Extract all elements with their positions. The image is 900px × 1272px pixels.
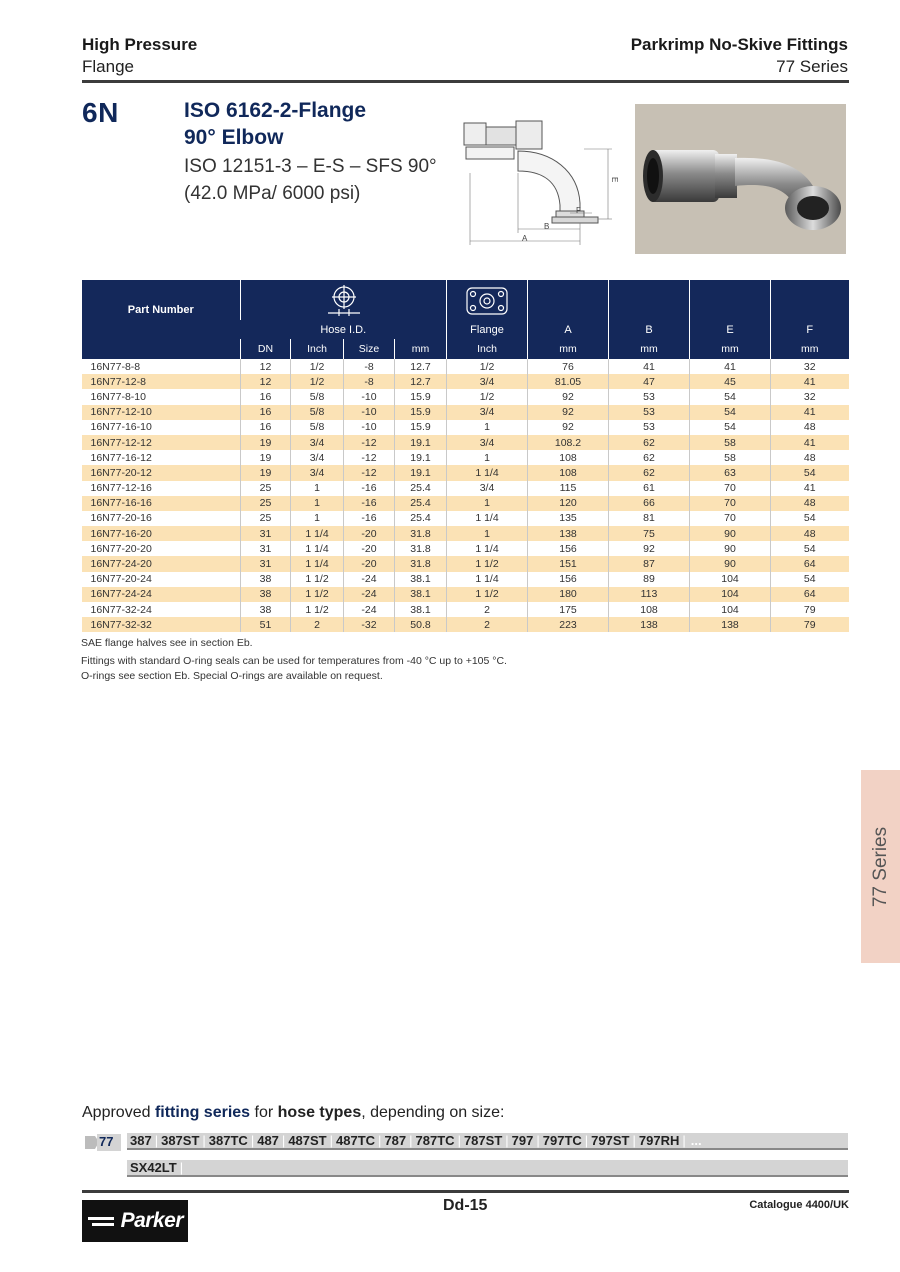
table-cell: 5/8 — [291, 389, 344, 404]
hose-type-separator: | — [536, 1133, 540, 1148]
table-cell: -20 — [344, 541, 395, 556]
table-cell: 50.8 — [395, 617, 447, 632]
table-cell: 31 — [241, 526, 291, 541]
table-cell: 3/4 — [291, 450, 344, 465]
hose-id-icon-cell — [241, 280, 447, 320]
table-cell: 3/4 — [447, 435, 528, 450]
header-product-line: Parkrimp No-Skive Fittings — [630, 35, 848, 54]
table-cell: 63 — [690, 465, 771, 480]
table-cell: 12.7 — [395, 374, 447, 389]
table-cell: -10 — [344, 420, 395, 435]
table-cell: 1 1/4 — [447, 511, 528, 526]
table-cell: 19 — [241, 435, 291, 450]
flange-icon — [464, 284, 510, 318]
hose-type-item: 487TC — [336, 1133, 376, 1148]
part-number-cell: 16N77-20-20 — [90, 542, 152, 555]
table-row — [82, 481, 849, 496]
table-cell: 41 — [690, 359, 771, 374]
table-cell: 15.9 — [395, 405, 447, 420]
hose-types-more: ... — [690, 1133, 702, 1148]
hose-type-separator: | — [329, 1133, 334, 1148]
series-side-tab[interactable] — [861, 770, 900, 963]
part-number-cell: 16N77-20-24 — [90, 573, 152, 586]
part-number-cell: 16N77-12-10 — [82, 405, 241, 420]
table-cell: -8 — [344, 359, 395, 374]
table-cell: 1 — [291, 481, 344, 496]
table-row — [82, 511, 849, 526]
table-cell: 70 — [690, 511, 771, 526]
col-header-f-top — [771, 280, 849, 320]
table-cell: 1 1/2 — [291, 587, 344, 602]
table-cell: 1 — [447, 526, 528, 541]
part-number-cell: 16N77-16-12 — [90, 451, 152, 464]
table-cell: 1 1/2 — [291, 602, 344, 617]
part-number-cell: 16N77-16-10 — [90, 421, 152, 434]
hose-type-item: 387TC — [208, 1133, 248, 1148]
hose-type-separator: | — [154, 1133, 159, 1148]
table-cell: -16 — [344, 481, 395, 496]
table-row — [82, 450, 849, 465]
table-cell: 75 — [609, 526, 690, 541]
hose-type-separator: | — [584, 1133, 589, 1148]
table-cell: 32 — [771, 359, 849, 374]
table-cell: 1 — [447, 450, 528, 465]
col-header-e: E — [690, 320, 771, 339]
table-cell: 70 — [690, 481, 771, 496]
unit-inch: Inch — [291, 339, 344, 359]
table-cell: 1/2 — [291, 359, 344, 374]
table-cell: 12.7 — [395, 359, 447, 374]
hose-type-item: 487ST — [288, 1133, 327, 1148]
approved-prefix: Approved — [82, 1104, 155, 1121]
table-cell: 156 — [528, 572, 609, 587]
approved-fitting-series: fitting series — [154, 1104, 251, 1121]
col-header-part-number: Part Number — [82, 280, 241, 339]
col-header-f: F — [771, 320, 849, 339]
table-cell: -20 — [344, 526, 395, 541]
footer-divider — [82, 1190, 849, 1193]
approved-suffix: , depending on size: — [361, 1104, 505, 1121]
table-cell: 38.1 — [395, 602, 447, 617]
table-cell: -24 — [344, 572, 395, 587]
table-cell: 51 — [241, 617, 291, 632]
table-cell: 104 — [690, 587, 771, 602]
hose-type-item: 387 — [130, 1133, 152, 1148]
part-number-cell: 16N77-20-16 — [90, 512, 152, 525]
table-cell: 25 — [241, 511, 291, 526]
col-header-flange: Flange — [447, 320, 528, 339]
col-header-e-top — [690, 280, 771, 320]
table-cell: 62 — [609, 435, 690, 450]
drawing-label-f: F — [576, 206, 581, 215]
table-cell: 48 — [771, 450, 849, 465]
part-number-cell: 16N77-24-24 — [82, 587, 241, 602]
header-left — [82, 35, 197, 79]
table-cell: 47 — [609, 374, 690, 389]
table-cell: 48 — [771, 496, 849, 511]
table-row — [82, 602, 849, 617]
table-cell: 138 — [528, 526, 609, 541]
product-title — [184, 97, 366, 151]
page-number: Dd-15 — [443, 1197, 488, 1214]
table-cell: 120 — [528, 496, 609, 511]
table-cell: 31.8 — [395, 541, 447, 556]
table-cell: 32 — [771, 389, 849, 404]
table-cell: 31 — [241, 556, 291, 571]
drawing-label-e: E — [610, 177, 619, 183]
table-cell: 3/4 — [291, 465, 344, 480]
table-cell: 70 — [690, 496, 771, 511]
table-cell: 92 — [528, 389, 609, 404]
part-number-cell: 16N77-12-16 — [90, 482, 152, 495]
hose-type-separator: | — [281, 1133, 286, 1148]
hose-type-item: 387ST — [161, 1133, 200, 1148]
table-cell: 92 — [609, 541, 690, 556]
col-header-b-top — [609, 280, 690, 320]
hose-type-separator: | — [202, 1133, 206, 1148]
header-divider — [82, 80, 849, 83]
part-number-cell: 16N77-20-12 — [82, 465, 241, 480]
table-row — [82, 374, 849, 389]
table-cell: 41 — [771, 481, 849, 496]
unit-blank — [82, 339, 241, 359]
table-cell: 2 — [447, 602, 528, 617]
table-row — [82, 405, 849, 420]
table-cell: 54 — [690, 420, 771, 435]
table-cell: 87 — [609, 556, 690, 571]
approved-hose-types: hose types — [277, 1104, 362, 1121]
table-cell: 54 — [771, 541, 849, 556]
header-subcategory: Flange — [82, 57, 134, 76]
table-cell: 38.1 — [395, 587, 447, 602]
table-cell: 1/2 — [291, 374, 344, 389]
table-cell: -16 — [344, 511, 395, 526]
hose-type-separator: | — [632, 1133, 636, 1148]
table-cell: 64 — [771, 556, 849, 571]
table-cell: 53 — [609, 420, 690, 435]
hose-id-icon — [326, 284, 362, 318]
table-cell: 25.4 — [395, 481, 447, 496]
unit-mm: mm — [395, 339, 447, 359]
flange-icon-cell — [447, 280, 528, 320]
part-number-cell: 16N77-16-20 — [82, 526, 241, 541]
series-side-tab-label: 77 Series — [869, 826, 891, 907]
note-orings: O-rings see section Eb. Special O-rings are available on request. — [81, 670, 383, 682]
hose-type-separator: | — [179, 1160, 184, 1175]
table-cell: 138 — [609, 617, 690, 632]
table-cell: 38.1 — [395, 572, 447, 587]
table-row — [82, 496, 849, 511]
table-cell: 3/4 — [447, 374, 528, 389]
table-cell: 81.05 — [528, 374, 609, 389]
header-category: High Pressure — [82, 35, 198, 54]
hose-type-item: 797TC — [542, 1133, 582, 1148]
product-specs — [184, 153, 437, 207]
table-cell: 16 — [241, 420, 291, 435]
table-row — [82, 435, 849, 450]
table-cell: 64 — [771, 587, 849, 602]
fitting-badge-label: 77 — [99, 1134, 114, 1149]
hose-type-item: 787ST — [463, 1133, 503, 1148]
table-row — [82, 420, 849, 435]
table-cell: 90 — [690, 556, 771, 571]
table-row — [82, 465, 849, 480]
note-temperature: Fittings with standard O-ring seals can be used for temperatures from -40 °C up to +105 °C. — [81, 655, 507, 667]
table-cell: 19.1 — [395, 435, 447, 450]
fittings-spec-table — [81, 280, 849, 632]
table-cell: 90 — [690, 526, 771, 541]
table-cell: 1 — [447, 420, 528, 435]
table-cell: 31.8 — [395, 526, 447, 541]
table-cell: 66 — [609, 496, 690, 511]
unit-e-mm: mm — [690, 339, 771, 359]
table-cell: 12 — [241, 374, 291, 389]
table-cell: 54 — [771, 572, 849, 587]
table-cell: 53 — [609, 389, 690, 404]
table-cell: 76 — [528, 359, 609, 374]
product-pressure: (42.0 MPa/ 6000 psi) — [184, 183, 361, 204]
table-cell: 19.1 — [395, 450, 447, 465]
table-cell: 12 — [241, 359, 291, 374]
table-cell: 19 — [241, 450, 291, 465]
approved-hoses-heading — [82, 1104, 504, 1122]
table-body — [82, 359, 849, 632]
table-cell: 53 — [609, 405, 690, 420]
hose-type-separator: | — [409, 1133, 413, 1148]
table-row — [82, 587, 849, 602]
table-cell: 41 — [771, 374, 849, 389]
table-cell: -10 — [344, 389, 395, 404]
table-cell: 1 1/2 — [447, 556, 528, 571]
table-cell: 113 — [609, 587, 690, 602]
table-header-units — [82, 339, 849, 359]
table-cell: -20 — [344, 556, 395, 571]
table-cell: 54 — [771, 465, 849, 480]
table-cell: 104 — [690, 602, 771, 617]
table-cell: -24 — [344, 602, 395, 617]
catalogue-number: Catalogue 4400/UK — [749, 1199, 849, 1211]
table-cell: 41 — [771, 435, 849, 450]
unit-f-mm: mm — [771, 339, 849, 359]
table-cell: 1 1/2 — [291, 572, 344, 587]
product-title-line2: 90° Elbow — [184, 126, 284, 149]
table-cell: 108 — [609, 602, 690, 617]
table-cell: 79 — [771, 617, 849, 632]
hose-type-separator: | — [682, 1133, 686, 1148]
col-header-hose-id: Hose I.D. — [241, 320, 447, 339]
table-cell: 115 — [528, 481, 609, 496]
table-cell: -24 — [344, 587, 395, 602]
elbow-technical-drawing — [462, 113, 622, 248]
table-cell: -8 — [344, 374, 395, 389]
table-cell: -12 — [344, 465, 395, 480]
table-cell: -12 — [344, 450, 395, 465]
parker-logo-text: Parker — [120, 1209, 183, 1232]
table-cell: 16 — [241, 405, 291, 420]
table-cell: 1 1/4 — [291, 556, 344, 571]
table-cell: -10 — [344, 405, 395, 420]
table-row — [82, 617, 849, 632]
hose-type-item: SX42LT — [130, 1160, 177, 1175]
table-cell: 90 — [690, 541, 771, 556]
table-cell: 54 — [690, 389, 771, 404]
table-cell: 19.1 — [395, 465, 447, 480]
note-flange-halves: SAE flange halves see in section Eb. — [81, 637, 253, 649]
header-series: 77 Series — [776, 57, 848, 76]
table-cell: 81 — [609, 511, 690, 526]
col-header-a: A — [528, 320, 609, 339]
product-code: 6N — [82, 97, 119, 128]
table-cell: 1/2 — [447, 389, 528, 404]
table-cell: 5/8 — [291, 405, 344, 420]
part-number-cell: 16N77-8-8 — [90, 360, 141, 373]
hose-type-item: 797ST — [591, 1133, 630, 1148]
hose-type-separator: | — [505, 1133, 509, 1148]
table-cell: 31.8 — [395, 556, 447, 571]
parker-logo — [82, 1200, 188, 1242]
table-cell: 61 — [609, 481, 690, 496]
hose-type-item: 797RH — [638, 1133, 680, 1148]
col-header-b: B — [609, 320, 690, 339]
table-cell: 25 — [241, 496, 291, 511]
table-cell: 79 — [771, 602, 849, 617]
hose-type-item: 487 — [257, 1133, 279, 1148]
table-cell: 1 1/2 — [447, 587, 528, 602]
table-row — [82, 526, 849, 541]
hose-type-item: 787 — [384, 1133, 407, 1148]
unit-size: Size — [344, 339, 395, 359]
table-cell: 2 — [447, 617, 528, 632]
drawing-label-b: B — [544, 222, 550, 231]
table-row — [82, 389, 849, 404]
table-cell: 1 1/4 — [291, 541, 344, 556]
table-cell: 5/8 — [291, 420, 344, 435]
table-cell: 108.2 — [528, 435, 609, 450]
table-cell: 223 — [528, 617, 609, 632]
part-number-cell: 16N77-32-32 — [82, 617, 241, 632]
table-cell: -12 — [344, 435, 395, 450]
unit-b-mm: mm — [609, 339, 690, 359]
table-row — [82, 541, 849, 556]
unit-a-mm: mm — [528, 339, 609, 359]
table-cell: 3/4 — [447, 405, 528, 420]
table-cell: 38 — [241, 602, 291, 617]
table-cell: 48 — [771, 420, 849, 435]
hose-types-row-1 — [127, 1133, 848, 1150]
product-standard: ISO 12151-3 – E-S – SFS 90° — [184, 156, 437, 177]
table-cell: 62 — [609, 465, 690, 480]
part-number-cell: 16N77-12-8 — [82, 374, 241, 389]
table-cell: 1 1/4 — [447, 572, 528, 587]
table-cell: 135 — [528, 511, 609, 526]
hose-type-separator: | — [250, 1133, 255, 1148]
table-cell: 31 — [241, 541, 291, 556]
table-row — [82, 556, 849, 571]
drawing-label-a: A — [522, 234, 528, 243]
unit-flange-inch: Inch — [447, 339, 528, 359]
notes — [81, 636, 507, 684]
header-right — [631, 35, 848, 79]
table-cell: 2 — [291, 617, 344, 632]
table-cell: 41 — [609, 359, 690, 374]
table-cell: 1 — [291, 496, 344, 511]
table-cell: 1 1/4 — [447, 541, 528, 556]
table-cell: 25 — [241, 481, 291, 496]
table-cell: 1 — [291, 511, 344, 526]
table-cell: 1 1/4 — [291, 526, 344, 541]
table-cell: -32 — [344, 617, 395, 632]
unit-dn: DN — [241, 339, 291, 359]
table-row — [82, 359, 849, 374]
table-cell: 3/4 — [447, 481, 528, 496]
table-cell: 58 — [690, 450, 771, 465]
table-cell: 92 — [528, 405, 609, 420]
product-photo — [635, 104, 846, 254]
table-cell: 92 — [528, 420, 609, 435]
table-row — [82, 572, 849, 587]
table-cell: 58 — [690, 435, 771, 450]
table-cell: 54 — [771, 511, 849, 526]
table-cell: 16 — [241, 389, 291, 404]
table-cell: -16 — [344, 496, 395, 511]
part-number-cell: 16N77-16-16 — [82, 496, 241, 511]
table-cell: 138 — [690, 617, 771, 632]
part-number-cell: 16N77-32-24 — [90, 603, 152, 616]
hose-types-row-2 — [127, 1160, 848, 1177]
table-cell: 104 — [690, 572, 771, 587]
table-cell: 54 — [690, 405, 771, 420]
table-cell: 38 — [241, 572, 291, 587]
product-title-line1: ISO 6162-2-Flange — [184, 99, 367, 122]
table-cell: 1 — [447, 496, 528, 511]
table-cell: 19 — [241, 465, 291, 480]
table-cell: 89 — [609, 572, 690, 587]
hose-type-item: 797 — [511, 1133, 534, 1148]
table-cell: 15.9 — [395, 389, 447, 404]
approved-mid: for — [250, 1104, 278, 1121]
table-header-icons — [82, 280, 849, 320]
hose-type-separator: | — [457, 1133, 461, 1148]
table-cell: 45 — [690, 374, 771, 389]
table-cell: 180 — [528, 587, 609, 602]
hose-type-item: 787TC — [415, 1133, 455, 1148]
table-cell: 25.4 — [395, 496, 447, 511]
table-cell: 108 — [528, 465, 609, 480]
part-number-cell: 16N77-12-12 — [82, 435, 241, 450]
table-cell: 38 — [241, 587, 291, 602]
table-cell: 1 1/4 — [447, 465, 528, 480]
part-number-cell: 16N77-24-20 — [82, 556, 241, 571]
table-cell: 62 — [609, 450, 690, 465]
part-number-cell: 16N77-8-10 — [90, 390, 146, 403]
table-cell: 108 — [528, 450, 609, 465]
table-cell: 3/4 — [291, 435, 344, 450]
table-cell: 41 — [771, 405, 849, 420]
table-cell: 156 — [528, 541, 609, 556]
table-cell: 151 — [528, 556, 609, 571]
hose-type-separator: | — [378, 1133, 382, 1148]
table-cell: 1/2 — [447, 359, 528, 374]
col-header-a-top — [528, 280, 609, 320]
table-cell: 175 — [528, 602, 609, 617]
table-cell: 48 — [771, 526, 849, 541]
table-cell: 25.4 — [395, 511, 447, 526]
table-cell: 15.9 — [395, 420, 447, 435]
